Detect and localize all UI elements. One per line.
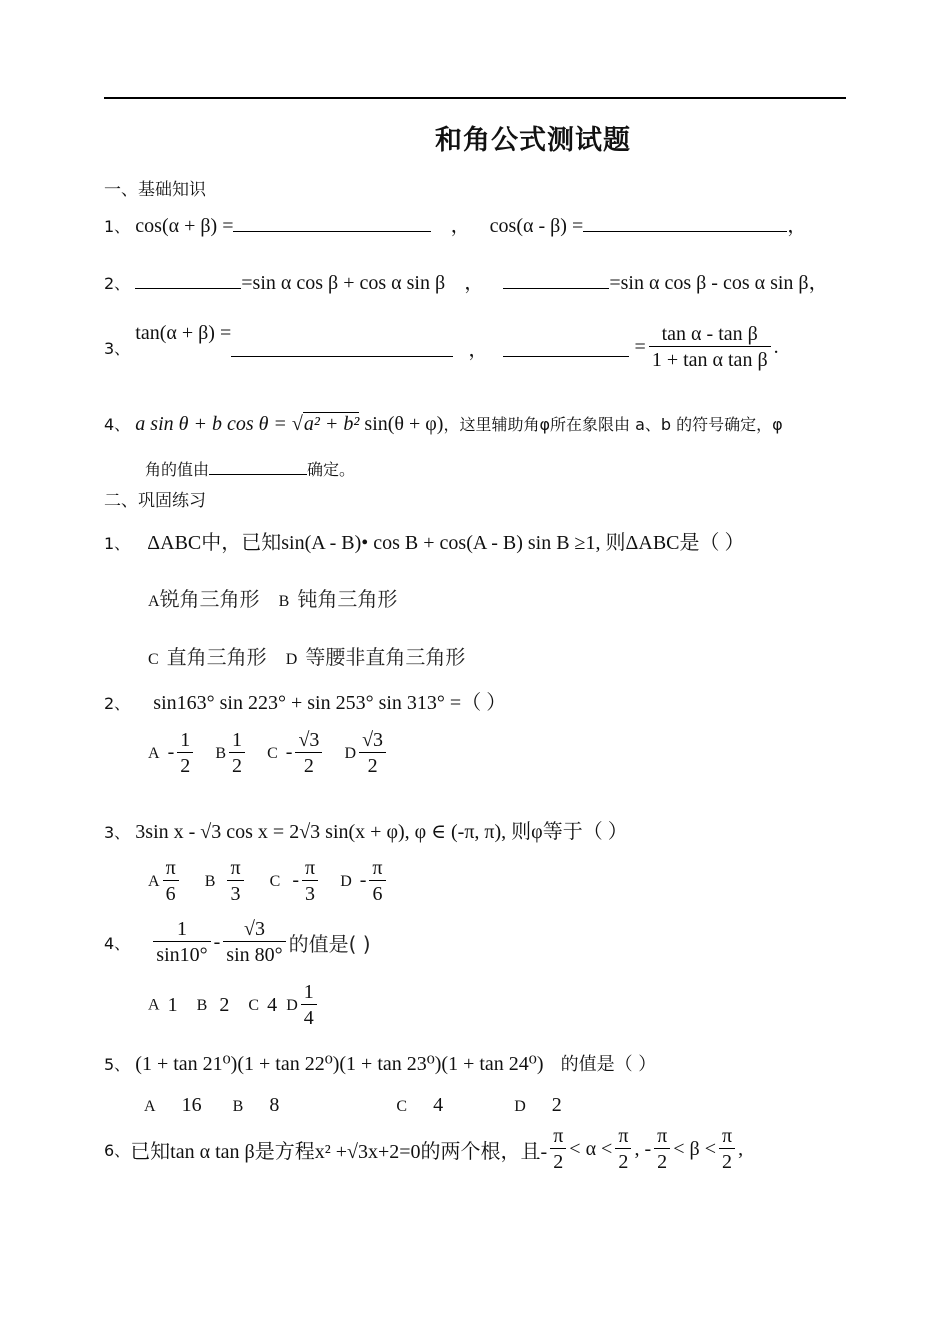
option-a[interactable]: $\frac{\pi}{6}$	[163, 856, 179, 907]
option-c[interactable]: 4	[267, 994, 278, 1016]
option-d[interactable]: $\frac{√3}{2}$	[359, 728, 386, 779]
q1-answer-blank-2[interactable]	[583, 213, 787, 232]
practice-q1-options-row2: C 直角三角形 D 等腰非直角三角形	[148, 645, 466, 669]
practice-q4-fraction-2: $\frac{√3}{\sin 80^\circ}$	[223, 917, 285, 968]
option-b[interactable]: 钝角三角形	[297, 587, 398, 611]
q3-tan-sum: tan(α + β) =	[135, 322, 232, 344]
q1-cos-sum: cos(α + β) =	[135, 215, 234, 237]
practice-q5: 5、 (1 + tan 21⁰)(1 + tan 22⁰)(1 + tan 23⁰)(1 + tan 24⁰) 的值是（ ）	[104, 1053, 657, 1075]
practice-q4: 4、 $\frac{1}{\sin 10^\circ}$ - $\frac{√3}{\sin 80^\circ}$ 的值是( )	[104, 918, 371, 966]
q2-answer-blank-1[interactable]	[135, 270, 241, 289]
option-c[interactable]: $\frac{√3}{2}$	[295, 728, 322, 779]
top-rule	[104, 97, 846, 99]
option-a[interactable]: 1	[167, 994, 178, 1016]
practice-q4-options: A 1 B 2 C 4 D $\frac{1}{4}$	[148, 980, 320, 1031]
option-b[interactable]: $\frac{\pi}{3}$	[227, 856, 243, 907]
practice-q6: 6、已知tan α tan β是方程x² +√3x+2=0的两个根，且- $\frac{\pi}{2}$ < α < $\frac{\pi}{2}$ , - $\frac{\pi}{2}$ < β < $\frac{\pi}{2}$ ,	[104, 1125, 744, 1173]
practice-q5-options: A 16 B 8 C 4 D 2	[144, 1094, 562, 1116]
practice-q4-fraction-1: $\frac{1}{\sin 10^\circ}$	[153, 917, 210, 968]
option-d[interactable]: $\frac{1}{4}$	[301, 980, 317, 1031]
pi-over-2: $\frac{\pi}{2}$	[615, 1124, 631, 1175]
basic-q4-line2: 角的值由 确定。	[145, 460, 356, 479]
pi-over-2: $\frac{\pi}{2}$	[550, 1124, 566, 1175]
section-practice: 二、巩固练习	[104, 491, 206, 511]
option-b[interactable]: 8	[269, 1094, 280, 1116]
option-c[interactable]: 直角三角形	[166, 645, 267, 669]
q3-answer-blank-2[interactable]	[503, 338, 629, 357]
option-b[interactable]: 2	[219, 994, 230, 1016]
option-a[interactable]: $\frac{1}{2}$	[177, 728, 193, 779]
basic-q3: 3、 tan(α + β) = ， = $\frac{\text{tan α - tan β}}{\text{1 + tan α tan β}}$ .	[104, 322, 779, 371]
q1-answer-blank-1[interactable]	[233, 213, 431, 232]
practice-q2: 2、 sin163° sin 223° + sin 253° sin 313° =（ ）	[104, 692, 507, 714]
practice-q1-stem: ΔABC中，已知sin(A - B)• cos B + cos(A - B) sin B ≥1, 则ΔABC是（ ）	[147, 532, 745, 554]
basic-q1: 1、 cos(α + β) = ， cos(α - β) = ，	[104, 215, 808, 237]
pi-over-2: $\frac{\pi}{2}$	[719, 1124, 735, 1175]
q4-answer-blank[interactable]	[209, 458, 307, 475]
practice-q1-options-row1: A锐角三角形 B 钝角三角形	[148, 587, 398, 611]
q1-cos-diff: cos(α - β) =	[489, 215, 584, 237]
page-title: 和角公式测试题	[435, 125, 631, 156]
pi-over-2: $\frac{\pi}{2}$	[654, 1124, 670, 1175]
practice-q1: 1、 ΔABC中，已知sin(A - B)• cos B + cos(A - B) sin B ≥1, 则ΔABC是（ ）	[104, 532, 745, 554]
q2-sin-sum: =sin α cos β + cos α sin β	[241, 272, 446, 294]
q2-answer-blank-2[interactable]	[503, 270, 609, 289]
option-d[interactable]: 等腰非直角三角形	[305, 645, 466, 669]
practice-q5-stem: (1 + tan 21⁰)(1 + tan 22⁰)(1 + tan 23⁰)(1 + tan 24⁰)	[135, 1053, 544, 1075]
practice-q2-stem: sin163° sin 223° + sin 253° sin 313° =（ ）	[153, 692, 507, 714]
option-c[interactable]: $\frac{\pi}{3}$	[302, 856, 318, 907]
practice-q6-stem: 已知tan α tan β是方程x² +√3x+2=0的两个根，且-	[130, 1141, 548, 1163]
option-d[interactable]: 2	[551, 1094, 562, 1116]
q4-auxiliary-formula: a sin θ + b cos θ =	[135, 413, 292, 435]
option-b[interactable]: $\frac{1}{2}$	[229, 728, 245, 779]
section-basic-knowledge: 一、基础知识	[104, 180, 206, 200]
practice-q3-stem: 3sin x - √3 cos x = 2√3 sin(x + φ), φ ∈ (-π, π), 则φ等于（ ）	[135, 821, 628, 843]
practice-q3-options: A $\frac{\pi}{6}$ B $\frac{\pi}{3}$ C - $\frac{\pi}{3}$ D - $\frac{\pi}{6}$	[148, 856, 389, 907]
practice-q3: 3、 3sin x - √3 cos x = 2√3 sin(x + φ), φ ∈ (-π, π), 则φ等于（ ）	[104, 821, 628, 843]
option-a[interactable]: 16	[181, 1094, 202, 1116]
option-d[interactable]: $\frac{\pi}{6}$	[369, 856, 385, 907]
q2-sin-diff: =sin α cos β - cos α sin β	[609, 272, 809, 294]
basic-q2: 2、 =sin α cos β + cos α sin β ， =sin α cos β - cos α sin β，	[104, 272, 829, 294]
option-a[interactable]: 锐角三角形	[159, 587, 260, 611]
basic-q4: 4、 a sin θ + b cos θ = √a² + b² sin(θ + φ)，这里辅助角φ所在象限由 a、b 的符号确定，φ	[104, 413, 783, 435]
option-c[interactable]: 4	[433, 1094, 444, 1116]
q3-tan-diff-fraction: $\frac{\text{tan α - tan β}}{\text{1 + tan α tan β}}$	[649, 322, 771, 373]
q3-answer-blank-1[interactable]	[231, 338, 453, 357]
practice-q2-options: A - $\frac{1}{2}$ B $\frac{1}{2}$ C - $\frac{√3}{2}$ D $\frac{√3}{2}$	[148, 728, 389, 779]
